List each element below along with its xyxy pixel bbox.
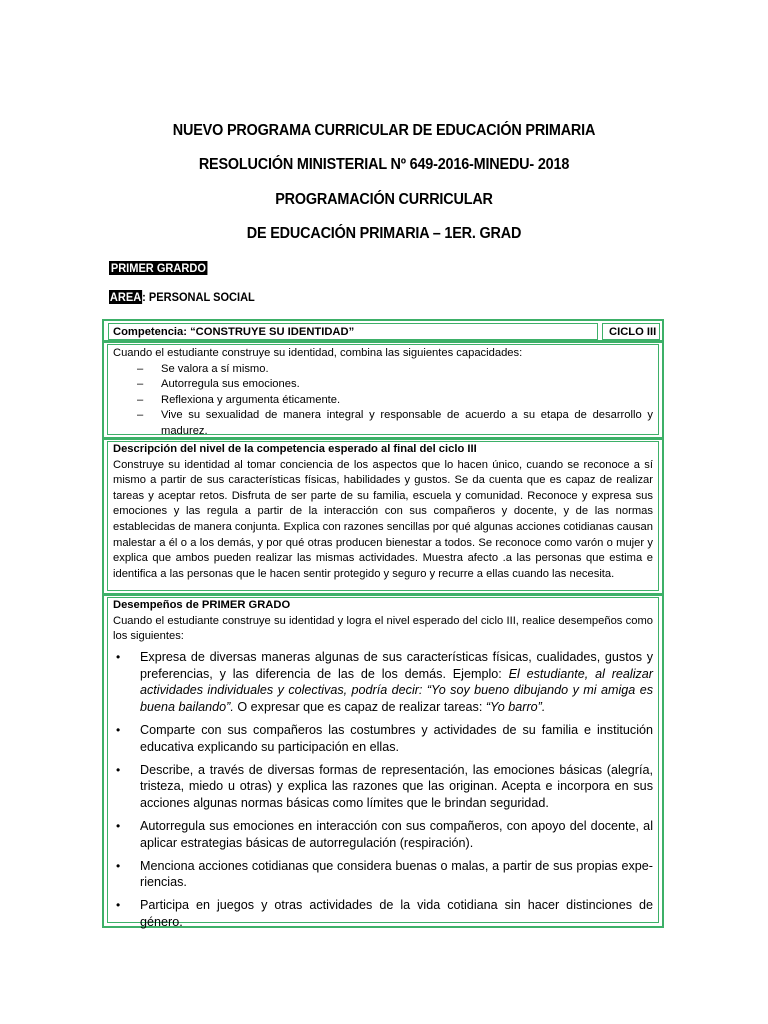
area-label: AREA (109, 290, 142, 304)
desempeno-text: O expresar que es capaz de realizar tareas: (233, 700, 486, 715)
bullet-marker: • (116, 818, 121, 833)
desempenos-cell (107, 597, 659, 929)
desempenos-intro: Cuando el estudiante construye su identidad y logra el nivel esperado del ciclo III, realice desempeños como los siguientes: (113, 614, 653, 643)
desempeno-example: El estudiante, al realizar actividades individuales y colectivas, podría decir: “Yo soy bueno dibujando y mi amiga es buena bailando”. (140, 666, 654, 715)
desempenos-title: Desempeños de PRIMER GRADO (113, 599, 291, 611)
dash-marker: – (137, 393, 144, 406)
descripcion-title: Descripción del nivel de la competencia esperado al final del ciclo III (113, 443, 477, 455)
area-line (109, 290, 255, 304)
capacidad-text: Vive su sexualidad de manera integral y responsable de acuerdo a su etapa de desarrollo y madurez. (161, 409, 653, 437)
descripcion-cell (107, 441, 659, 591)
desempenos-list (113, 649, 653, 931)
bullet-marker: • (116, 722, 121, 737)
bullet-marker: • (116, 762, 121, 777)
capacidad-text: Autorregula sus emociones. (161, 378, 300, 391)
desempeno-example: “Yo barro”. (485, 700, 546, 715)
bullet-marker: • (116, 649, 121, 664)
desempeno-item (113, 858, 653, 892)
desempeno-text: Comparte con sus compañeros las costumbres y actividades de su familia e institución educativa explicando su participación en ellas. (140, 722, 653, 754)
desempeno-text: Expresa de diversas maneras algunas de sus características físicas, cualidades, gustos y preferencias, y las diferencia de las de los demás. Ejemplo: (140, 649, 653, 681)
capacidad-item (113, 377, 653, 393)
bullet-marker: • (116, 858, 121, 873)
capacidad-text: Se valora a sí mismo. (161, 362, 269, 375)
dash-marker: – (137, 362, 144, 375)
capacidad-item (113, 393, 653, 409)
desempeno-text: Autorregula sus emociones en interacción con sus compañeros, con apoyo del docente, al aplicar estrategias básicas de autorregulación (respiración). (140, 818, 653, 850)
competencia-title: Competencia: “CONSTRUYE SU IDENTIDAD” (108, 323, 598, 340)
desempeno-item (113, 762, 653, 812)
capacidad-item (113, 362, 653, 378)
capacidad-text: Reflexiona y argumenta éticamente. (161, 393, 341, 406)
area-value: : PERSONAL SOCIAL (142, 290, 255, 304)
main-title: NUEVO PROGRAMA CURRICULAR DE EDUCACIÓN PRIMARIA (172, 122, 596, 139)
programacion-title: PROGRAMACIÓN CURRICULAR (275, 191, 493, 208)
capacidades-section (102, 341, 664, 439)
desempeno-item (113, 722, 653, 756)
desempeno-text: Menciona acciones cotidianas que considera buenas o malas, a partir de sus propias expe-riencias. (140, 858, 653, 890)
desempeno-item (113, 897, 653, 931)
resolution-title: RESOLUCIÓN MINISTERIAL Nº 649-2016-MINEDU- 2018 (198, 156, 570, 173)
capacidades-intro: Cuando el estudiante construye su identidad, combina las siguientes capacidades: (113, 347, 523, 359)
descripcion-section (102, 438, 664, 595)
desempeno-text: Describe, a través de diversas formas de representación, las emociones básicas (alegría, tristeza, miedo u otras) y explica las razones que las originan. Acepta e incorpora en sus acciones algunas normas básicas como límites que le brindan seguridad. (140, 762, 653, 811)
desempeno-text: Participa en juegos y otras actividades de la vida cotidiana sin hacer distinciones de género. (140, 898, 653, 929)
ciclo-label: CICLO III (602, 323, 660, 340)
bullet-marker: • (116, 898, 121, 913)
competencia-row (102, 319, 664, 342)
dash-marker: – (137, 378, 144, 391)
grade-label: PRIMER GRARDO (110, 261, 206, 275)
capacidades-cell (107, 344, 659, 435)
capacidades-list (113, 362, 653, 440)
capacidad-item (113, 408, 653, 439)
grade-title: DE EDUCACIÓN PRIMARIA – 1ER. GRAD (246, 225, 522, 242)
desempeno-item (113, 818, 653, 852)
dash-marker: – (137, 409, 144, 422)
desempeno-item (113, 649, 653, 716)
descripcion-text: Construye su identidad al tomar conciencia de los aspectos que lo hacen único, cuando se reconoce a sí mismo a partir de sus características físicas, habilidades y gustos. Se da cuenta que es capaz de realizar tareas y aceptar retos. Disfruta de ser parte de su familia, escuela y comunidad. Reconoce y expresa sus emociones y las regula a partir de la interacción con sus compañeros y docente, y de las normas establecidas de manera conjunta. Explica con razones sencillas por qué algunas acciones cotidianas causan malestar a él o a los demás, y por qué otras producen bienestar a todos. Se reconoce como varón o mujer y explica que ambos pueden realizar las mismas actividades. Muestra afecto .a las personas que estima e identifica a las personas que le hacen sentir protegido y seguro y recurre a ellas cuando las necesita. (113, 458, 653, 580)
desempenos-section (102, 594, 664, 928)
